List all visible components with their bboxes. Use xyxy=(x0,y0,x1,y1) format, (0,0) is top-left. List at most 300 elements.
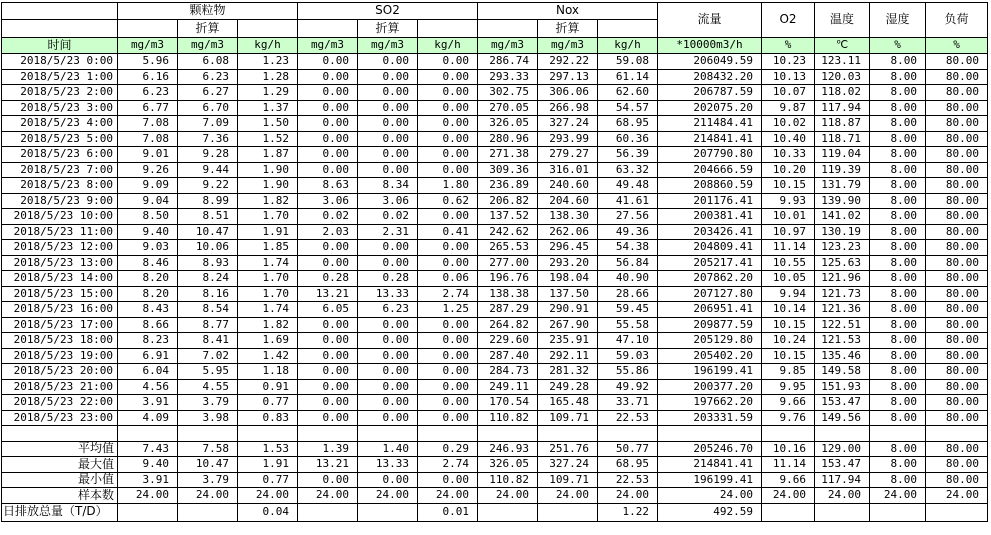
value-cell: 8.00 xyxy=(870,209,926,225)
summary-value-cell: 24.00 xyxy=(762,488,815,504)
value-cell: 284.73 xyxy=(478,364,538,380)
value-cell: 211484.41 xyxy=(658,116,762,132)
value-cell: 138.38 xyxy=(478,286,538,302)
summary-value-cell: 24.00 xyxy=(418,488,478,504)
summary-value-cell: 68.95 xyxy=(598,457,658,473)
value-cell: 0.00 xyxy=(298,255,358,271)
time-cell: 2018/5/23 8:00 xyxy=(2,178,118,194)
value-cell: 80.00 xyxy=(926,224,988,240)
summary-value-cell: 7.58 xyxy=(178,441,238,457)
value-cell: 0.00 xyxy=(418,364,478,380)
unit-cell-temperature: ℃ xyxy=(815,38,870,54)
value-cell: 62.60 xyxy=(598,85,658,101)
value-cell: 1.90 xyxy=(238,178,298,194)
value-cell: 55.58 xyxy=(598,317,658,333)
value-cell: 8.00 xyxy=(870,286,926,302)
summary-value-cell: 80.00 xyxy=(926,472,988,488)
value-cell: 8.00 xyxy=(870,193,926,209)
summary-value-cell: 24.00 xyxy=(118,488,178,504)
value-cell: 316.01 xyxy=(538,162,598,178)
summary-value-cell: 117.94 xyxy=(815,472,870,488)
empty-cell xyxy=(418,20,478,38)
value-cell: 0.00 xyxy=(418,54,478,70)
subheader-nox-converted: 折算 xyxy=(538,20,598,38)
value-cell: 10.06 xyxy=(178,240,238,256)
value-cell: 206787.59 xyxy=(658,85,762,101)
value-cell: 0.00 xyxy=(358,317,418,333)
value-cell: 9.09 xyxy=(118,178,178,194)
time-cell: 2018/5/23 1:00 xyxy=(2,69,118,85)
value-cell: 8.20 xyxy=(118,286,178,302)
empty-cell xyxy=(815,426,870,442)
summary-value-cell: 0.00 xyxy=(358,472,418,488)
value-cell: 8.00 xyxy=(870,348,926,364)
time-cell: 2018/5/23 11:00 xyxy=(2,224,118,240)
value-cell: 118.71 xyxy=(815,131,870,147)
value-cell: 0.00 xyxy=(298,379,358,395)
summary-label: 最小值 xyxy=(2,472,118,488)
summary-value-cell: 109.71 xyxy=(538,472,598,488)
value-cell: 0.00 xyxy=(298,69,358,85)
value-cell: 10.23 xyxy=(762,54,815,70)
summary-body xyxy=(2,426,988,522)
value-cell: 206049.59 xyxy=(658,54,762,70)
value-cell: 6.23 xyxy=(358,302,418,318)
value-cell: 49.92 xyxy=(598,379,658,395)
value-cell: 109.71 xyxy=(538,410,598,426)
summary-value-cell: 24.00 xyxy=(358,488,418,504)
value-cell: 0.00 xyxy=(418,100,478,116)
unit-cell: kg/h xyxy=(598,38,658,54)
value-cell: 47.10 xyxy=(598,333,658,349)
summary-value-cell: 7.43 xyxy=(118,441,178,457)
value-cell: 3.91 xyxy=(118,395,178,411)
value-cell: 8.00 xyxy=(870,54,926,70)
table-row xyxy=(2,178,988,194)
value-cell: 80.00 xyxy=(926,193,988,209)
value-cell: 123.23 xyxy=(815,240,870,256)
value-cell: 137.52 xyxy=(478,209,538,225)
value-cell: 80.00 xyxy=(926,348,988,364)
value-cell: 153.47 xyxy=(815,395,870,411)
value-cell: 296.45 xyxy=(538,240,598,256)
value-cell: 6.91 xyxy=(118,348,178,364)
value-cell: 0.00 xyxy=(358,116,418,132)
value-cell: 196.76 xyxy=(478,271,538,287)
header-flow: 流量 xyxy=(658,3,762,38)
value-cell: 2.03 xyxy=(298,224,358,240)
value-cell: 0.00 xyxy=(418,69,478,85)
summary-value-cell: 2.74 xyxy=(418,457,478,473)
unit-cell: mg/m3 xyxy=(118,38,178,54)
value-cell: 201176.41 xyxy=(658,193,762,209)
value-cell: 10.13 xyxy=(762,69,815,85)
table-row xyxy=(2,240,988,256)
value-cell: 80.00 xyxy=(926,333,988,349)
empty-cell xyxy=(762,426,815,442)
summary-value-cell: 50.77 xyxy=(598,441,658,457)
empty-cell xyxy=(658,426,762,442)
value-cell: 80.00 xyxy=(926,410,988,426)
unit-cell: kg/h xyxy=(238,38,298,54)
value-cell: 0.28 xyxy=(358,271,418,287)
value-cell: 141.02 xyxy=(815,209,870,225)
time-cell: 2018/5/23 12:00 xyxy=(2,240,118,256)
value-cell: 80.00 xyxy=(926,178,988,194)
value-cell: 7.08 xyxy=(118,116,178,132)
header-humidity: 湿度 xyxy=(870,3,926,38)
value-cell: 10.05 xyxy=(762,271,815,287)
value-cell: 59.03 xyxy=(598,348,658,364)
unit-cell: mg/m3 xyxy=(298,38,358,54)
value-cell: 1.28 xyxy=(238,69,298,85)
value-cell: 10.24 xyxy=(762,333,815,349)
header-temperature: 温度 xyxy=(815,3,870,38)
empty-cell xyxy=(2,426,118,442)
value-cell: 0.00 xyxy=(418,255,478,271)
table-row xyxy=(2,348,988,364)
value-cell: 10.15 xyxy=(762,348,815,364)
value-cell: 121.53 xyxy=(815,333,870,349)
value-cell: 8.00 xyxy=(870,410,926,426)
value-cell: 8.54 xyxy=(178,302,238,318)
summary-value-cell: 24.00 xyxy=(538,488,598,504)
table-row xyxy=(2,271,988,287)
value-cell: 0.00 xyxy=(418,147,478,163)
time-cell: 2018/5/23 19:00 xyxy=(2,348,118,364)
value-cell: 8.00 xyxy=(870,395,926,411)
daily-total-value-cell xyxy=(815,503,870,521)
value-cell: 0.00 xyxy=(298,410,358,426)
summary-value-cell: 0.00 xyxy=(298,472,358,488)
value-cell: 8.20 xyxy=(118,271,178,287)
summary-value-cell: 246.93 xyxy=(478,441,538,457)
empty-cell xyxy=(418,426,478,442)
value-cell: 292.11 xyxy=(538,348,598,364)
summary-label: 平均值 xyxy=(2,441,118,457)
value-cell: 149.56 xyxy=(815,410,870,426)
empty-cell xyxy=(926,426,988,442)
value-cell: 10.07 xyxy=(762,85,815,101)
value-cell: 0.02 xyxy=(358,209,418,225)
table-row xyxy=(2,100,988,116)
daily-total-value-cell xyxy=(478,503,538,521)
daily-total-value-cell xyxy=(926,503,988,521)
summary-value-cell: 8.00 xyxy=(870,472,926,488)
value-cell: 10.20 xyxy=(762,162,815,178)
header-load: 负荷 xyxy=(926,3,988,38)
value-cell: 0.00 xyxy=(358,395,418,411)
value-cell: 293.99 xyxy=(538,131,598,147)
value-cell: 297.13 xyxy=(538,69,598,85)
daily-total-value-cell xyxy=(118,503,178,521)
time-cell: 2018/5/23 22:00 xyxy=(2,395,118,411)
daily-total-label: 日排放总量（T/D） xyxy=(2,503,118,521)
value-cell: 8.00 xyxy=(870,302,926,318)
value-cell: 118.02 xyxy=(815,85,870,101)
table-row xyxy=(2,379,988,395)
value-cell: 236.89 xyxy=(478,178,538,194)
value-cell: 0.00 xyxy=(418,85,478,101)
summary-value-cell: 24.00 xyxy=(478,488,538,504)
time-cell: 2018/5/23 15:00 xyxy=(2,286,118,302)
value-cell: 121.73 xyxy=(815,286,870,302)
value-cell: 1.70 xyxy=(238,209,298,225)
value-cell: 13.21 xyxy=(298,286,358,302)
value-cell: 80.00 xyxy=(926,209,988,225)
table-row xyxy=(2,193,988,209)
value-cell: 1.90 xyxy=(238,162,298,178)
value-cell: 80.00 xyxy=(926,100,988,116)
table-row xyxy=(2,69,988,85)
value-cell: 10.47 xyxy=(178,224,238,240)
value-cell: 0.06 xyxy=(418,271,478,287)
value-cell: 240.60 xyxy=(538,178,598,194)
summary-value-cell: 251.76 xyxy=(538,441,598,457)
empty-cell xyxy=(238,20,298,38)
value-cell: 292.22 xyxy=(538,54,598,70)
value-cell: 293.20 xyxy=(538,255,598,271)
value-cell: 280.96 xyxy=(478,131,538,147)
value-cell: 0.00 xyxy=(358,364,418,380)
value-cell: 59.45 xyxy=(598,302,658,318)
value-cell: 9.40 xyxy=(118,224,178,240)
value-cell: 1.87 xyxy=(238,147,298,163)
value-cell: 214841.41 xyxy=(658,131,762,147)
value-cell: 264.82 xyxy=(478,317,538,333)
value-cell: 0.00 xyxy=(358,379,418,395)
value-cell: 249.11 xyxy=(478,379,538,395)
value-cell: 54.57 xyxy=(598,100,658,116)
unit-cell: mg/m3 xyxy=(178,38,238,54)
value-cell: 11.14 xyxy=(762,240,815,256)
value-cell: 0.00 xyxy=(418,395,478,411)
value-cell: 40.90 xyxy=(598,271,658,287)
value-cell: 9.04 xyxy=(118,193,178,209)
value-cell: 279.27 xyxy=(538,147,598,163)
summary-value-cell: 129.00 xyxy=(815,441,870,457)
summary-value-cell: 24.00 xyxy=(870,488,926,504)
empty-cell xyxy=(358,426,418,442)
header-so2: SO2 xyxy=(298,3,478,20)
value-cell: 0.00 xyxy=(298,162,358,178)
value-cell: 1.80 xyxy=(418,178,478,194)
value-cell: 9.95 xyxy=(762,379,815,395)
summary-row xyxy=(2,457,988,473)
value-cell: 5.96 xyxy=(118,54,178,70)
value-cell: 121.96 xyxy=(815,271,870,287)
value-cell: 8.00 xyxy=(870,333,926,349)
table-row xyxy=(2,333,988,349)
value-cell: 8.00 xyxy=(870,271,926,287)
value-cell: 13.33 xyxy=(358,286,418,302)
header-nox: Nox xyxy=(478,3,658,20)
value-cell: 0.00 xyxy=(418,209,478,225)
value-cell: 206951.41 xyxy=(658,302,762,318)
value-cell: 9.26 xyxy=(118,162,178,178)
value-cell: 6.23 xyxy=(178,69,238,85)
time-cell: 2018/5/23 3:00 xyxy=(2,100,118,116)
unit-cell: mg/m3 xyxy=(538,38,598,54)
table-row xyxy=(2,116,988,132)
value-cell: 7.08 xyxy=(118,131,178,147)
value-cell: 4.56 xyxy=(118,379,178,395)
summary-value-cell: 8.00 xyxy=(870,457,926,473)
value-cell: 80.00 xyxy=(926,85,988,101)
empty-cell xyxy=(478,426,538,442)
value-cell: 1.91 xyxy=(238,224,298,240)
value-cell: 0.00 xyxy=(358,85,418,101)
value-cell: 3.06 xyxy=(298,193,358,209)
summary-value-cell: 1.40 xyxy=(358,441,418,457)
summary-value-cell: 1.39 xyxy=(298,441,358,457)
value-cell: 8.66 xyxy=(118,317,178,333)
value-cell: 262.06 xyxy=(538,224,598,240)
value-cell: 121.36 xyxy=(815,302,870,318)
unit-cell-load: % xyxy=(926,38,988,54)
value-cell: 119.39 xyxy=(815,162,870,178)
value-cell: 0.28 xyxy=(298,271,358,287)
value-cell: 9.76 xyxy=(762,410,815,426)
value-cell: 271.38 xyxy=(478,147,538,163)
value-cell: 265.53 xyxy=(478,240,538,256)
value-cell: 326.05 xyxy=(478,116,538,132)
value-cell: 123.11 xyxy=(815,54,870,70)
header-o2: O2 xyxy=(762,3,815,38)
time-cell: 2018/5/23 2:00 xyxy=(2,85,118,101)
daily-total-value-cell: 0.01 xyxy=(418,503,478,521)
value-cell: 80.00 xyxy=(926,379,988,395)
time-cell: 2018/5/23 14:00 xyxy=(2,271,118,287)
value-cell: 10.01 xyxy=(762,209,815,225)
table-row xyxy=(2,224,988,240)
value-cell: 8.00 xyxy=(870,364,926,380)
value-cell: 9.22 xyxy=(178,178,238,194)
value-cell: 0.00 xyxy=(418,131,478,147)
summary-value-cell: 3.91 xyxy=(118,472,178,488)
daily-total-value-cell xyxy=(870,503,926,521)
value-cell: 0.00 xyxy=(418,317,478,333)
value-cell: 3.98 xyxy=(178,410,238,426)
value-cell: 6.27 xyxy=(178,85,238,101)
value-cell: 1.52 xyxy=(238,131,298,147)
value-cell: 131.79 xyxy=(815,178,870,194)
time-cell: 2018/5/23 9:00 xyxy=(2,193,118,209)
value-cell: 0.00 xyxy=(298,131,358,147)
value-cell: 204809.41 xyxy=(658,240,762,256)
empty-cell xyxy=(478,20,538,38)
value-cell: 9.01 xyxy=(118,147,178,163)
value-cell: 0.00 xyxy=(358,69,418,85)
value-cell: 4.09 xyxy=(118,410,178,426)
daily-total-value-cell xyxy=(178,503,238,521)
table-row xyxy=(2,85,988,101)
value-cell: 10.15 xyxy=(762,317,815,333)
value-cell: 270.05 xyxy=(478,100,538,116)
value-cell: 1.50 xyxy=(238,116,298,132)
value-cell: 287.40 xyxy=(478,348,538,364)
value-cell: 9.85 xyxy=(762,364,815,380)
value-cell: 80.00 xyxy=(926,131,988,147)
time-cell: 2018/5/23 7:00 xyxy=(2,162,118,178)
value-cell: 8.00 xyxy=(870,240,926,256)
value-cell: 290.91 xyxy=(538,302,598,318)
time-cell: 2018/5/23 4:00 xyxy=(2,116,118,132)
value-cell: 10.15 xyxy=(762,178,815,194)
value-cell: 8.16 xyxy=(178,286,238,302)
summary-value-cell: 80.00 xyxy=(926,457,988,473)
time-cell: 2018/5/23 10:00 xyxy=(2,209,118,225)
value-cell: 207127.80 xyxy=(658,286,762,302)
value-cell: 0.62 xyxy=(418,193,478,209)
subheader-so2-converted: 折算 xyxy=(358,20,418,38)
value-cell: 151.93 xyxy=(815,379,870,395)
value-cell: 208432.20 xyxy=(658,69,762,85)
value-cell: 9.28 xyxy=(178,147,238,163)
summary-value-cell: 24.00 xyxy=(298,488,358,504)
daily-total-value-cell xyxy=(762,503,815,521)
value-cell: 200381.41 xyxy=(658,209,762,225)
value-cell: 80.00 xyxy=(926,54,988,70)
value-cell: 80.00 xyxy=(926,286,988,302)
empty-cell xyxy=(598,426,658,442)
value-cell: 0.00 xyxy=(298,317,358,333)
value-cell: 6.77 xyxy=(118,100,178,116)
value-cell: 1.18 xyxy=(238,364,298,380)
value-cell: 267.90 xyxy=(538,317,598,333)
value-cell: 6.23 xyxy=(118,85,178,101)
hourly-data-body xyxy=(2,54,988,426)
value-cell: 130.19 xyxy=(815,224,870,240)
value-cell: 80.00 xyxy=(926,255,988,271)
summary-value-cell: 13.21 xyxy=(298,457,358,473)
value-cell: 208860.59 xyxy=(658,178,762,194)
value-cell: 0.00 xyxy=(358,240,418,256)
value-cell: 281.32 xyxy=(538,364,598,380)
value-cell: 309.36 xyxy=(478,162,538,178)
value-cell: 41.61 xyxy=(598,193,658,209)
value-cell: 0.00 xyxy=(298,116,358,132)
value-cell: 6.70 xyxy=(178,100,238,116)
value-cell: 8.24 xyxy=(178,271,238,287)
time-cell: 2018/5/23 16:00 xyxy=(2,302,118,318)
value-cell: 8.23 xyxy=(118,333,178,349)
value-cell: 277.00 xyxy=(478,255,538,271)
value-cell: 266.98 xyxy=(538,100,598,116)
summary-value-cell: 0.77 xyxy=(238,472,298,488)
value-cell: 0.00 xyxy=(298,333,358,349)
value-cell: 120.03 xyxy=(815,69,870,85)
value-cell: 33.71 xyxy=(598,395,658,411)
summary-value-cell: 9.66 xyxy=(762,472,815,488)
value-cell: 8.00 xyxy=(870,69,926,85)
value-cell: 54.38 xyxy=(598,240,658,256)
table-row xyxy=(2,364,988,380)
time-cell: 2018/5/23 6:00 xyxy=(2,147,118,163)
table-row xyxy=(2,395,988,411)
value-cell: 8.00 xyxy=(870,131,926,147)
value-cell: 9.44 xyxy=(178,162,238,178)
value-cell: 8.00 xyxy=(870,317,926,333)
value-cell: 6.05 xyxy=(298,302,358,318)
value-cell: 59.08 xyxy=(598,54,658,70)
time-cell: 2018/5/23 20:00 xyxy=(2,364,118,380)
value-cell: 8.00 xyxy=(870,162,926,178)
value-cell: 9.93 xyxy=(762,193,815,209)
empty-cell xyxy=(2,20,118,38)
value-cell: 117.94 xyxy=(815,100,870,116)
time-cell: 2018/5/23 13:00 xyxy=(2,255,118,271)
